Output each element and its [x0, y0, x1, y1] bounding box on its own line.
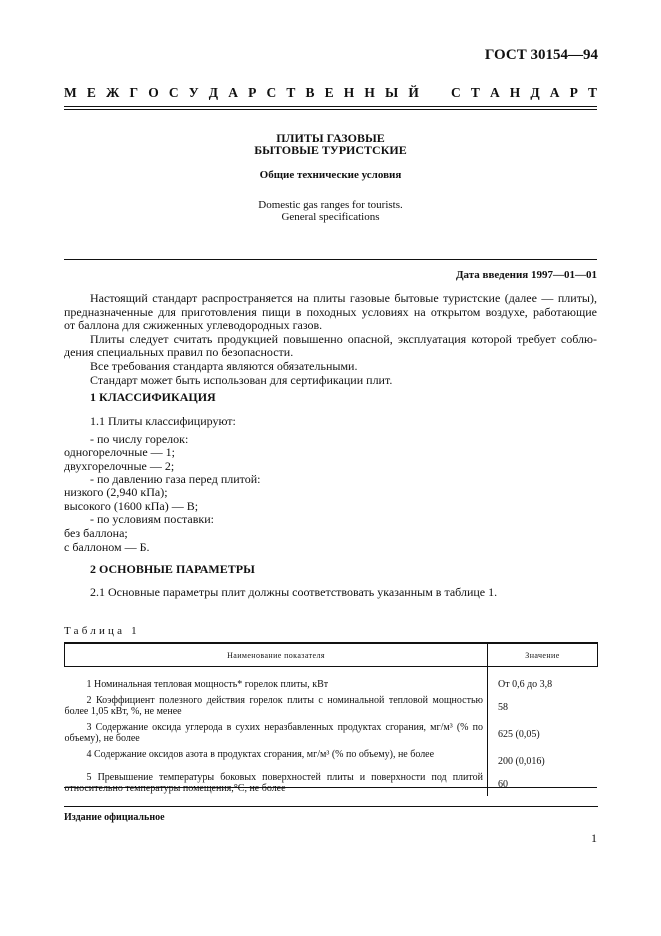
banner-letter: Д: [208, 85, 219, 100]
title-line-1: ПЛИТЫ ГАЗОВЫЕ: [276, 131, 385, 145]
banner-letter: В: [305, 85, 315, 100]
intro-p1-line1: Настоящий стандарт распространяется на плиты газовые бытовые туристские (далее — плиты),: [90, 291, 597, 305]
banner-letter: Т: [470, 85, 480, 100]
row-value: 200 (0,016): [488, 746, 598, 769]
banner-letter: Р: [569, 85, 578, 100]
row-name: [65, 746, 488, 769]
table-bottom-rule: [64, 787, 597, 788]
intro-p2-line2: дения специальных правил по безопасности.: [64, 345, 294, 360]
col-header-value: Значение: [488, 643, 598, 667]
row-name-text: 5 Превышение температуры боковых поверхностей плиты и поверхности под плитой относительно температуры помещения,°С, не более: [64, 772, 483, 794]
section-1-line: одногорелочные — 1;: [64, 445, 175, 459]
row-name-text: 2 Коэффициент полезного действия горелок плиты с номинальной тепловой мощностью более 1,05 кВт, %, не менее: [64, 695, 483, 717]
row-name-text: 4 Содержание оксидов азота в продуктах сгорания, мг/м³ (% по объему), не более: [86, 749, 435, 760]
intro-p3: Все требования стандарта являются обязательными.: [90, 358, 358, 373]
section-1-line: без баллона;: [64, 526, 128, 540]
row-value: От 0,6 до 3,8: [488, 667, 598, 693]
interstate-word: [64, 85, 419, 101]
banner-letter: Р: [248, 85, 257, 100]
row-name: [65, 667, 488, 693]
banner-letter: С: [168, 85, 179, 100]
english-title-line-2: General specifications: [281, 211, 380, 223]
row-name: [65, 769, 488, 796]
banner-letter: С: [266, 85, 277, 100]
banner-letter: Т: [286, 85, 296, 100]
banner-letter: Г: [129, 85, 139, 100]
banner-letter: С: [451, 85, 461, 100]
parameters-table: [64, 642, 598, 796]
header-rule-bottom: [64, 109, 597, 110]
row-name-text: 3 Содержание оксида углерода в сухих неразбавленных продуктах сгорания, мг/м³ (% по объему), не более: [64, 722, 483, 744]
banner-letter: У: [188, 85, 199, 100]
banner-letter: Н: [364, 85, 375, 100]
section-1-line: низкого (2,940 кПа);: [64, 485, 168, 499]
banner-letter: Е: [86, 85, 96, 100]
intro-p1-line2: предназначенные для приготовления пищи в походных условиях на открытом воздухе, работающие: [64, 304, 597, 319]
table-row: [65, 769, 598, 796]
row-name-text: 1 Номинальная тепловая мощность* горелок плиты, кВт: [86, 679, 329, 690]
section-1-heading: 1 КЛАССИФИКАЦИЯ: [90, 390, 216, 404]
row-value: 58: [488, 692, 598, 719]
banner-letter: А: [489, 85, 500, 100]
banner-letter: Ж: [106, 85, 120, 100]
standard-code: ГОСТ 30154—94: [484, 47, 598, 63]
section-2-heading: 2 ОСНОВНЫЕ ПАРАМЕТРЫ: [90, 562, 255, 576]
section-1-line: двухгорелочные — 2;: [64, 459, 175, 473]
english-title: [64, 199, 597, 223]
title-line-2: БЫТОВЫЕ ТУРИСТСКИЕ: [254, 143, 407, 157]
standard-word: [451, 85, 597, 101]
table-row: [65, 719, 598, 746]
row-name: [65, 719, 488, 746]
intro-p2-line1: Плиты следует считать продукцией повышенно опасной, эксплуатация которой требует соблю-: [90, 331, 597, 346]
effective-date: Дата введения 1997—01—01: [455, 269, 597, 281]
banner-letter: О: [148, 85, 159, 100]
official-edition: Издание официальное: [64, 812, 165, 823]
intro-p1-line3: от баллона для сжиженных углеводородных газов.: [64, 318, 323, 333]
introduction: [64, 292, 597, 387]
intro-p4: Стандарт может быть использован для сертификации плит.: [90, 372, 393, 387]
page-number: 1: [591, 831, 597, 845]
banner-letter: Й: [408, 85, 419, 100]
header-rule-top: [64, 106, 597, 107]
banner-letter: М: [64, 85, 77, 100]
interstate-standard-banner: [64, 85, 597, 101]
banner-letter: Ы: [385, 85, 399, 100]
section-1-line: - по условиям поставки:: [90, 512, 214, 526]
section-1-line: - по давлению газа перед плитой:: [90, 472, 261, 486]
banner-letter: Е: [324, 85, 334, 100]
document-title: [64, 132, 597, 156]
table-row: [65, 746, 598, 769]
row-value: 625 (0,05): [488, 719, 598, 746]
row-value: 60: [488, 769, 598, 796]
footer-rule: [64, 806, 598, 807]
banner-letter: Д: [530, 85, 540, 100]
section-1-line: высокого (1600 кПа) — В;: [64, 499, 199, 513]
banner-letter: Т: [587, 85, 597, 100]
section-1-line: 1.1 Плиты классифицируют:: [90, 414, 236, 428]
document-subtitle: Общие технические условия: [259, 169, 402, 181]
date-rule: [64, 259, 597, 260]
section-2-paragraph: 2.1 Основные параметры плит должны соответствовать указанным в таблице 1.: [90, 585, 498, 599]
row-name: [65, 692, 488, 719]
banner-letter: Н: [509, 85, 521, 100]
col-header-name: Наименование показателя: [65, 643, 488, 667]
section-1-line: с баллоном — Б.: [64, 540, 150, 554]
english-title-line-1: Domestic gas ranges for tourists.: [258, 199, 403, 211]
table-caption: Таблица 1: [64, 625, 140, 637]
banner-letter: А: [549, 85, 560, 100]
section-1-line: - по числу горелок:: [90, 432, 189, 446]
table-row: [65, 667, 598, 693]
banner-letter: Н: [343, 85, 355, 100]
table-row: [65, 692, 598, 719]
banner-letter: А: [228, 85, 238, 100]
